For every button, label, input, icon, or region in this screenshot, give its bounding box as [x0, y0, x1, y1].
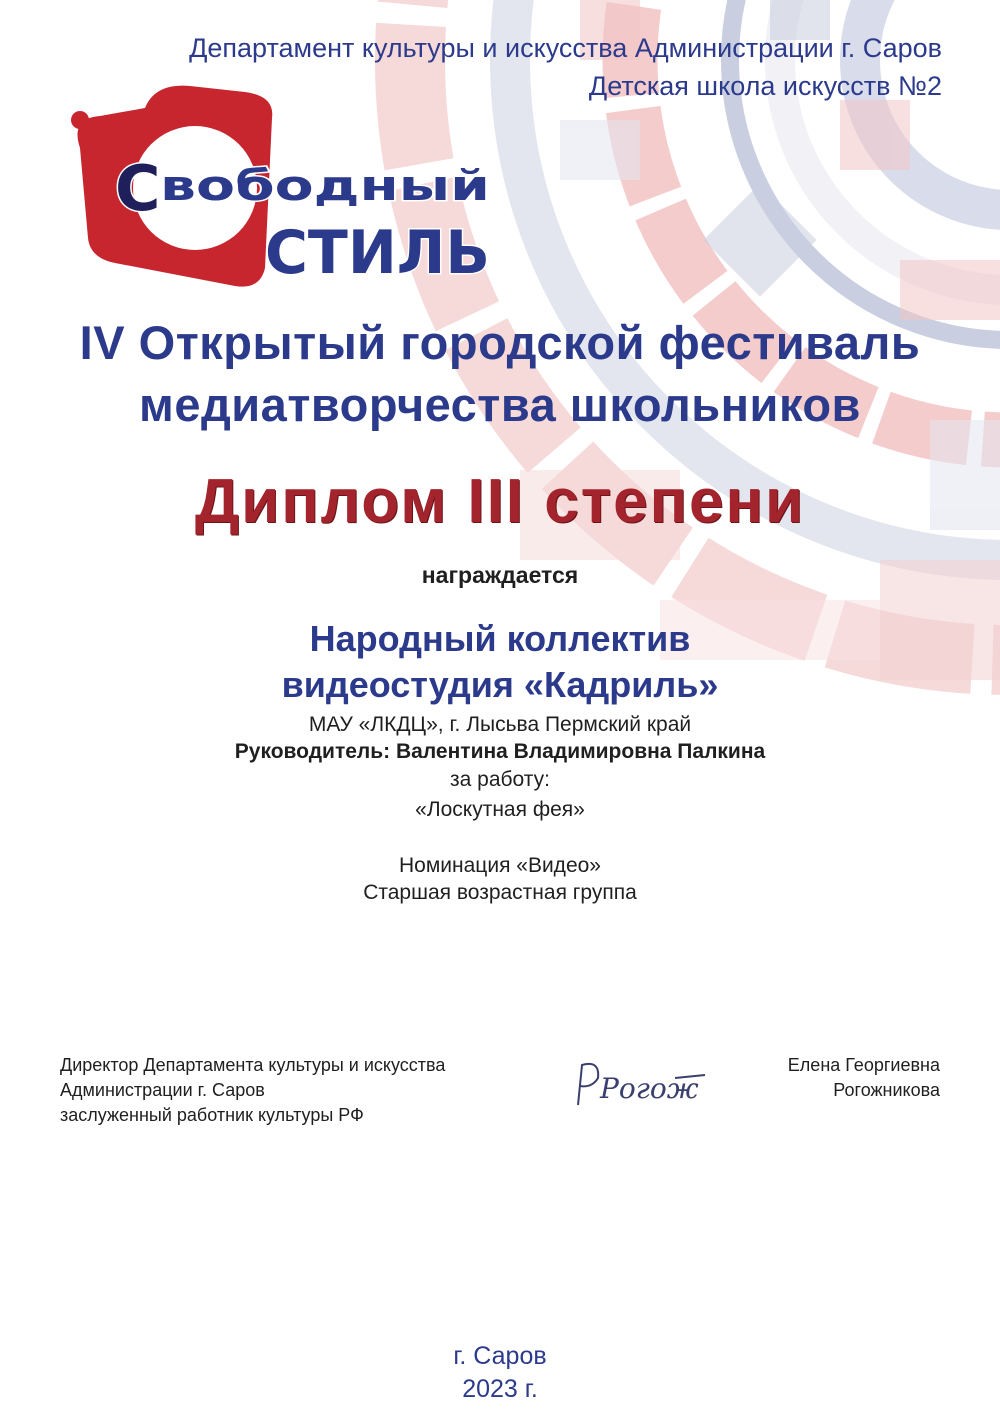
department-name: Департамент культуры и искусства Администрации г. Саров [189, 33, 942, 63]
svg-text:вободный: вободный [160, 161, 490, 210]
signatory-name [788, 1053, 940, 1103]
diploma-title: Диплом III степени [194, 467, 806, 536]
footer-city: г. Саров [453, 1342, 547, 1370]
festival-logo [60, 78, 520, 293]
svg-text:С: С [115, 152, 161, 225]
recipient-name-line2: видеостудия «Кадриль» [281, 664, 719, 705]
signatory-position-line1: Директор Департамента культуры и искусства [60, 1055, 446, 1075]
signatory-position-line2: Администрации г. Саров [60, 1080, 265, 1100]
age-group: Старшая возрастная группа [363, 881, 637, 904]
signatory-position-line3: заслуженный работник культуры РФ [60, 1105, 364, 1125]
signatory-position [60, 1053, 445, 1128]
signatory-name-line2: Рогожникова [833, 1080, 940, 1100]
recipient-head: Руководитель: Валентина Владимировна Палкина [234, 740, 766, 763]
recipient-name-line1: Народный коллектив [309, 618, 691, 659]
svg-text:СТИЛЬ: СТИЛЬ [265, 218, 490, 288]
signature-text: Рогож [600, 1072, 699, 1105]
work-title: «Лоскутная фея» [415, 798, 585, 821]
festival-title-line1: IV Открытый городской фестиваль [79, 316, 921, 369]
footer-year: 2023 г. [462, 1375, 538, 1403]
festival-title-line2: медиатворчества школьников [139, 378, 861, 431]
signatory-name-line1: Елена Георгиевна [787, 1055, 940, 1075]
nomination: Номинация «Видео» [399, 854, 601, 877]
for-work-label: за работу: [450, 768, 550, 791]
awarded-label: награждается [421, 562, 579, 588]
recipient-organization: МАУ «ЛКДЦ», г. Лысьва Пермский край [308, 713, 692, 736]
handwritten-signature [570, 1050, 720, 1120]
school-name: Детская школа искусств №2 [588, 71, 942, 101]
